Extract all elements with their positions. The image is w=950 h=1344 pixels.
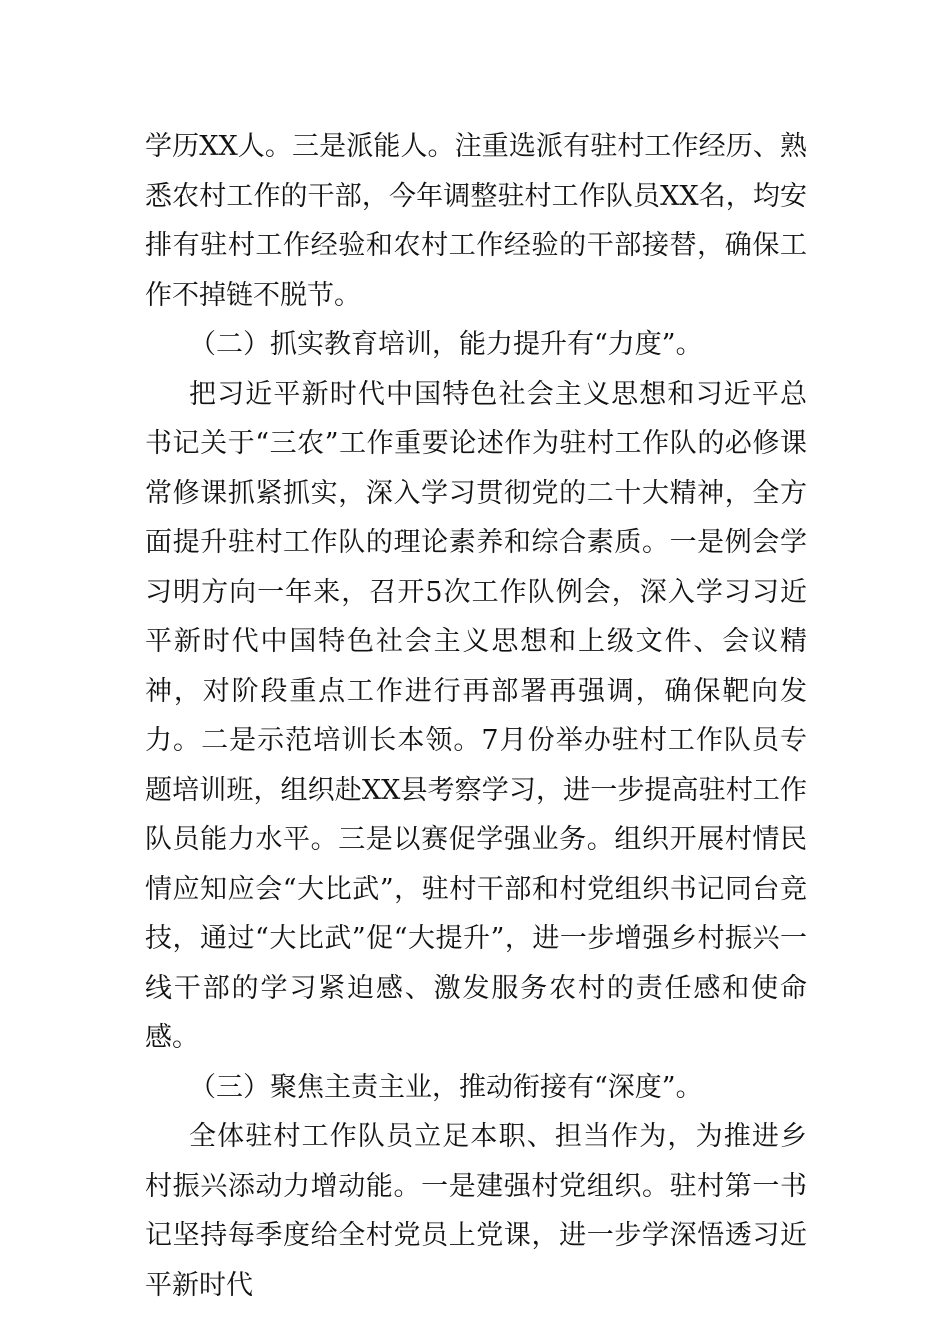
section-heading-3: （三）聚焦主责主业，推动衔接有“深度”。 (189, 1071, 703, 1103)
paragraph-duties: 全体驻村工作队员立足本职、担当作为，为推进乡村振兴添动力增动能。一是建强村党组织。驻村第一书记坚持每季度给全村党员上党课，进一步学深悟透习近平新时代 (145, 1121, 807, 1301)
paragraph-continued: 学历XX人。三是派能人。注重选派有驻村工作经历、熟悉农村工作的干部，今年调整驻村工作队员XX名，均安排有驻村工作经验和农村工作经验的干部接替，确保工作不掉链不脱节。 (145, 131, 807, 311)
section-heading-2: （二）抓实教育培训，能力提升有“力度”。 (189, 329, 703, 360)
paragraph-training: 把习近平新时代中国特色社会主义思想和习近平总书记关于“三农”工作重要论述作为驻村工作队的必修课常修课抓紧抓实，深入学习贯彻党的二十大精神，全方面提升驻村工作队的理论素养和综合素质。一是例会学习明方向一年来，召开5次工作队例会，深入学习习近平新时代中国特色社会主义思想和上级文件、会议精神，对阶段重点工作进行再部署再强调，确保靶向发力。二是示范培训长本领。7月份举办驻村工作队员专题培训班，组织赴XX县考察学习，进一步提高驻村工作队员能力水平。三是以赛促学强业务。组织开展村情民情应知应会“大比武”，驻村干部和村党组织书记同台竞技，通过“大比武”促“大提升”，进一步增强乡村振兴一线干部的学习紧迫感、激发服务农村的责任感和使命感。 (145, 378, 807, 1053)
document-body (145, 122, 807, 1310)
